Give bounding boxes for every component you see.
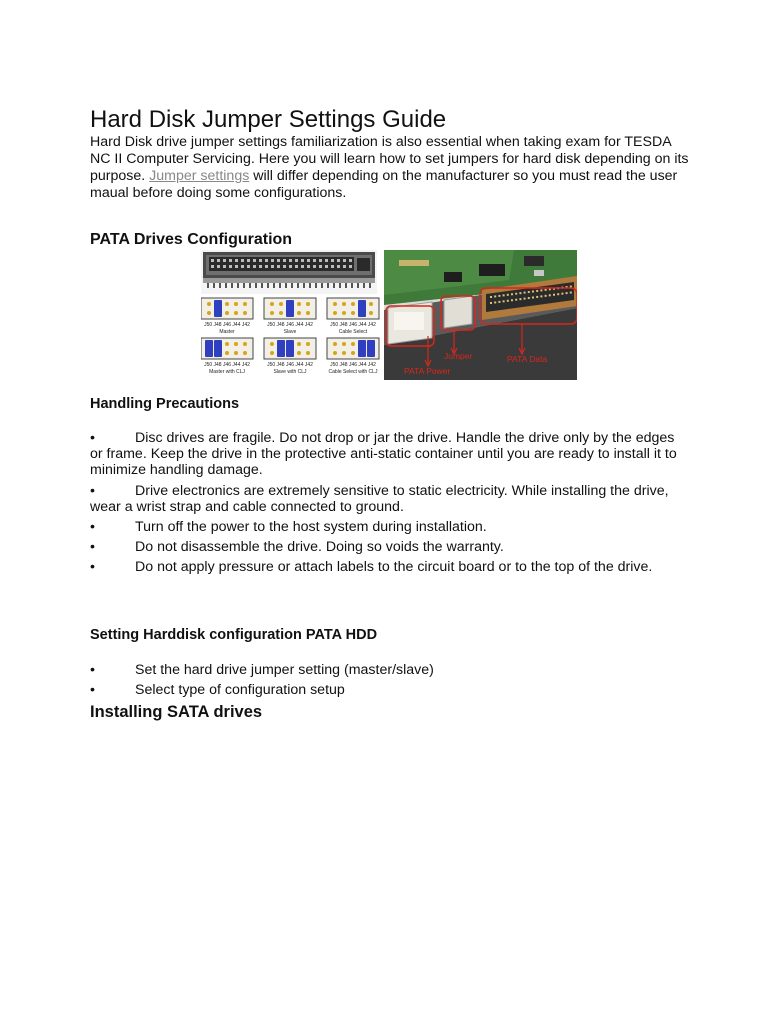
jumper-pin-labels: J50 J48 J46 J44 J42 <box>267 322 313 328</box>
intro-paragraph <box>90 134 690 202</box>
hard-drive-photo <box>384 250 577 380</box>
list-item <box>90 539 690 555</box>
jumper-block <box>201 338 253 375</box>
bullet-glyph: • <box>90 559 95 575</box>
jumper-caption: Slave with CLJ <box>273 369 307 375</box>
jumper-setting-diagrams <box>201 298 379 375</box>
jumper-block <box>327 338 379 375</box>
jumper-pin-labels: J50 J48 J46 J44 J42 <box>330 362 376 368</box>
jumper-pin-labels: J50 J48 J46 J44 J42 <box>267 362 313 368</box>
jumper-block <box>327 298 379 335</box>
jumper-caption: Cable Select <box>338 329 368 335</box>
bullet-glyph: • <box>90 662 95 678</box>
label-pata-power: PATA Power <box>404 366 451 376</box>
list-item-text: Do not disassemble the drive. Doing so voids the warranty. <box>135 539 504 555</box>
steps-list <box>90 662 690 702</box>
page-title: Hard Disk Jumper Settings Guide <box>90 106 447 133</box>
drive-connector-illustration <box>201 250 377 294</box>
list-item <box>90 662 690 678</box>
jumper-caption: Master with CLJ <box>209 369 245 375</box>
pata-heading: PATA Drives Configuration <box>90 231 293 248</box>
list-item <box>90 430 690 478</box>
jumper-block <box>264 338 316 375</box>
jumper-block <box>201 298 253 335</box>
list-item-text: Drive electronics are extremely sensitive to static electricity. While installing the drive, wear a wrist strap and cable connected to ground. <box>90 483 669 515</box>
list-item-text: Turn off the power to the host system during installation. <box>135 519 487 535</box>
label-pata-data: PATA Data <box>507 354 548 364</box>
list-item <box>90 519 690 535</box>
bullet-glyph: • <box>90 539 95 555</box>
list-item-text: Set the hard drive jumper setting (master/slave) <box>135 662 434 678</box>
jumper-caption: Slave <box>283 329 297 335</box>
intro-text-end: will differ depending on the manufacturer so you must read the user maual before doing some configurations. <box>90 168 678 201</box>
list-item-text: Select type of configuration setup <box>135 682 345 698</box>
jumper-caption: Cable Select with CLJ <box>328 369 378 375</box>
precautions-heading: Handling Precautions <box>90 396 240 412</box>
pata-jumper-figure <box>201 250 577 380</box>
jumper-pin-labels: J50 J48 J46 J44 J42 <box>330 322 376 328</box>
jumper-caption: Master <box>219 329 235 335</box>
label-jumper: Jumper <box>444 351 473 361</box>
list-item <box>90 483 690 515</box>
precautions-list <box>90 430 690 575</box>
bullet-glyph: • <box>90 682 95 698</box>
bullet-glyph: • <box>90 519 95 535</box>
list-item <box>90 559 690 575</box>
intro-text-start: Hard Disk drive jumper settings familiarization is also essential when taking exam for TESDA NC II Computer Servicing. Here you will learn how to set jumpers for hard disk depending on its purpose. <box>90 134 689 184</box>
sata-heading: Installing SATA drives <box>90 703 263 721</box>
setting-heading: Setting Harddisk configuration PATA HDD <box>90 627 378 643</box>
jumper-block <box>264 298 316 335</box>
list-item-text: Disc drives are fragile. Do not drop or jar the drive. Handle the drive only by the edges or frame. Keep the drive in the protective anti-static container until you are ready to install it to minimize handling damage. <box>90 430 677 478</box>
list-item <box>90 682 690 698</box>
jumper-pin-labels: J50 J48 J46 J44 J42 <box>204 322 250 328</box>
bullet-glyph: • <box>90 430 95 446</box>
list-item-text: Do not apply pressure or attach labels to the circuit board or to the top of the drive. <box>135 559 653 575</box>
jumper-settings-link[interactable]: Jumper settings <box>149 168 250 184</box>
jumper-pin-labels: J50 J48 J46 J44 J42 <box>204 362 250 368</box>
bullet-glyph: • <box>90 483 95 499</box>
